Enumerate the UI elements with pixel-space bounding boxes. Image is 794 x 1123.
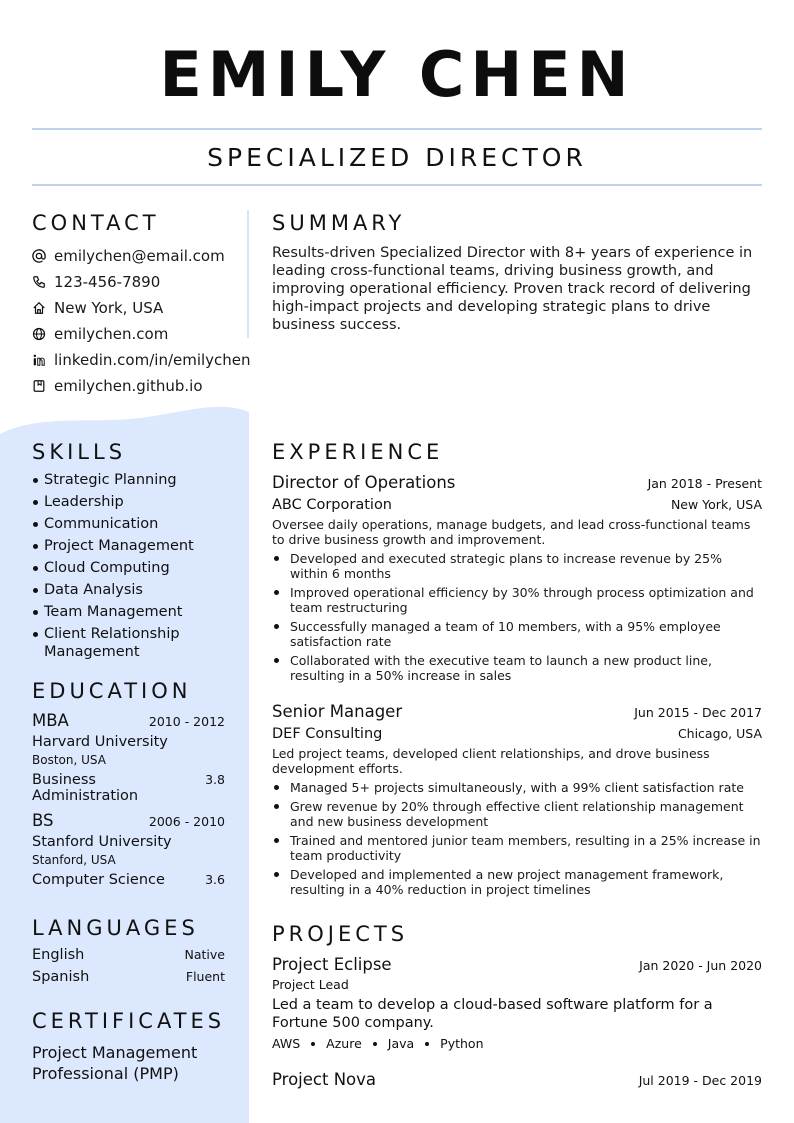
education-gpa: 3.6 [205,872,225,887]
job-description: Led project teams, developed client relationships, and drove business development efforts. [272,746,710,776]
job-company: ABC Corporation [272,497,393,513]
summary-heading: SUMMARY [272,211,406,235]
separator-dot [425,1042,429,1046]
education-heading: EDUCATION [32,679,192,703]
job-bullet: Managed 5+ projects simultaneously, with a 99% client satisfaction rate [272,780,762,795]
skill-item: Project Management [32,537,232,555]
job-entry [272,702,762,901]
project-tech-stack [272,1036,762,1051]
project-name: Project Nova [272,1070,377,1089]
language-name: Spanish [32,969,90,985]
certificates-heading: CERTIFICATES [32,1009,226,1033]
projects-heading: PROJECTS [272,922,409,946]
education-degree: MBA [32,711,69,730]
skills-list [32,471,232,665]
project-dates: Jan 2020 - Jun 2020 [639,958,762,973]
project-description: Led a team to develop a cloud-based software platform for a Fortune 500 company. [272,997,713,1031]
job-location: Chicago, USA [677,726,762,741]
resume-title: SPECIALIZED DIRECTOR [207,143,587,172]
header-bottom-rule [32,184,762,186]
job-title: Senior Manager [272,702,403,721]
project-entry [272,955,762,1051]
tech-tag: AWS [272,1036,301,1051]
education-dates: 2010 - 2012 [148,714,225,729]
tech-tag: Java [387,1036,415,1051]
summary-text: Results-driven Specialized Director with 8+ years of experience in leading cross-functional teams, driving business growth, and improving operational efficiency. Proven track record of delivering high-impact projects and developing strategic plans to drive business success. [272,245,753,333]
education-location: Stanford, USA [32,853,116,867]
job-bullet: Trained and mentored junior team members, resulting in a 25% increase in team productivity [272,833,762,863]
education-dates: 2006 - 2010 [148,814,225,829]
language-name: English [32,947,85,963]
contact-website[interactable] [32,321,247,347]
skill-item: Communication [32,515,232,533]
job-bullet: Developed and implemented a new project management framework, resulting in a 40% reduction in project timelines [272,867,762,897]
column-divider [247,210,249,338]
languages-list [32,947,225,991]
header-top-rule [32,128,762,130]
language-level: Fluent [185,969,225,984]
education-degree: BS [32,811,54,830]
education-location: Boston, USA [32,753,106,767]
globe-icon [32,327,46,341]
phone-icon [32,275,46,289]
skill-item: Cloud Computing [32,559,232,577]
job-achievements [272,551,762,683]
contact-linkedin[interactable] [32,347,251,373]
language-item [32,969,225,991]
job-location: New York, USA [670,497,762,512]
tech-tag: Azure [326,1036,362,1051]
job-achievements [272,780,762,897]
job-bullet: Grew revenue by 20% through effective client relationship management and new business development [272,799,762,829]
contact-email[interactable] [32,243,247,269]
education-field: Computer Science [32,872,165,888]
certificate-item: Project Management Professional (PMP) [32,1043,198,1083]
contact-location-text: New York, USA [54,299,164,317]
languages-heading: LANGUAGES [32,916,199,940]
contact-location [32,295,247,321]
education-school: Stanford University [32,834,172,850]
contact-linkedin-text: linkedin.com/in/emilychen [54,351,251,369]
education-field: Business Administration [32,772,139,804]
job-bullet: Successfully managed a team of 10 members, with a 95% employee satisfaction rate [272,619,762,649]
job-dates: Jun 2015 - Dec 2017 [634,705,762,720]
skills-heading: SKILLS [32,440,127,464]
contact-phone-text: 123-456-7890 [54,273,161,291]
portfolio-icon [32,379,46,393]
language-level: Native [184,947,225,962]
skill-item: Team Management [32,603,232,621]
education-school: Harvard University [32,734,168,750]
job-description: Oversee daily operations, manage budgets, and lead cross-functional teams to drive business growth and improvement. [272,517,751,547]
skill-item: Data Analysis [32,581,232,599]
resume-name: EMILY CHEN [159,38,635,111]
linkedin-icon [32,353,46,367]
contact-email-text: emilychen@email.com [54,247,225,265]
contact-website-text: emilychen.com [54,325,169,343]
contact-list [32,243,251,399]
skill-item: Client Relationship Management [32,625,232,661]
contact-portfolio-text: emilychen.github.io [54,377,203,395]
education-entry [32,711,225,804]
job-bullet: Developed and executed strategic plans to increase revenue by 25% within 6 months [272,551,762,581]
at-icon [32,249,46,263]
job-entry [272,473,762,687]
tech-tag: Python [440,1036,484,1051]
home-icon [32,301,46,315]
skill-item: Leadership [32,493,232,511]
job-bullet: Collaborated with the executive team to launch a new product line, resulting in a 50% increase in sales [272,653,762,683]
separator-dot [311,1042,315,1046]
project-role: Project Lead [272,977,349,992]
separator-dot [373,1042,377,1046]
skill-item: Strategic Planning [32,471,232,489]
education-gpa: 3.8 [205,772,225,787]
job-dates: Jan 2018 - Present [647,476,762,491]
contact-heading: CONTACT [32,211,160,235]
education-entry [32,811,225,888]
project-name: Project Eclipse [272,955,392,974]
experience-heading: EXPERIENCE [272,440,444,464]
language-item [32,947,225,969]
project-entry [272,1070,762,1089]
project-dates: Jul 2019 - Dec 2019 [638,1073,762,1088]
job-title: Director of Operations [272,473,456,492]
job-bullet: Improved operational efficiency by 30% through process optimization and team restructuring [272,585,762,615]
contact-portfolio[interactable] [32,373,247,399]
job-company: DEF Consulting [272,726,383,742]
contact-phone[interactable] [32,269,247,295]
